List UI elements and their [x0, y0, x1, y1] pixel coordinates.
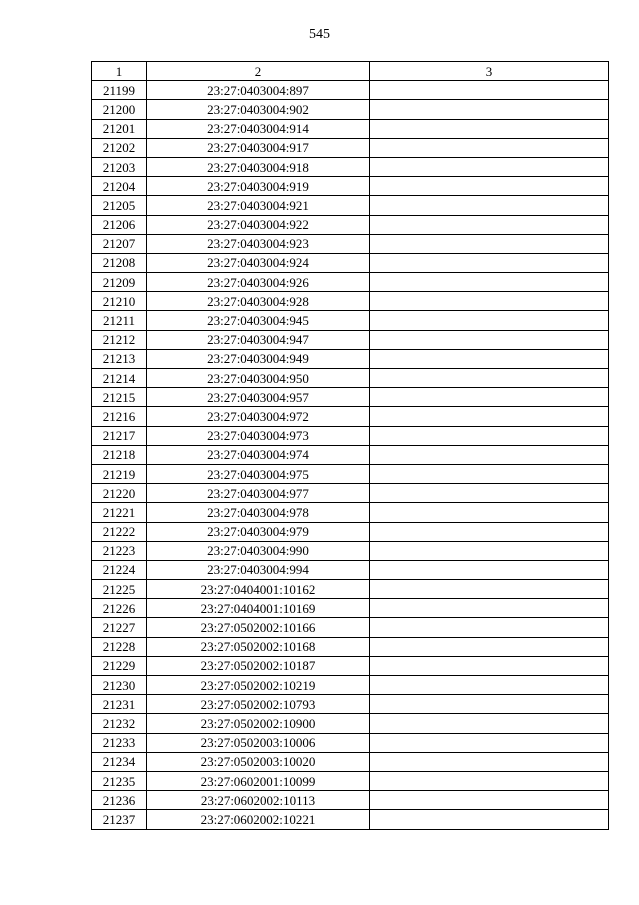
table-cell-col-3: [370, 618, 609, 637]
table-cell-col-1: 21228: [92, 637, 147, 656]
table-cell-col-2: 23:27:0602002:10221: [147, 810, 370, 829]
table-cell-col-1: 21207: [92, 234, 147, 253]
header-col-1: 1: [92, 62, 147, 81]
table-cell-col-2: 23:27:0403004:957: [147, 388, 370, 407]
header-col-3: 3: [370, 62, 609, 81]
table-cell-col-2: 23:27:0403004:918: [147, 157, 370, 176]
table-cell-col-1: 21232: [92, 714, 147, 733]
table-cell-col-1: 21219: [92, 464, 147, 483]
table-cell-col-1: 21203: [92, 157, 147, 176]
table-row: [92, 445, 609, 464]
table-cell-col-1: 21213: [92, 349, 147, 368]
table-row: [92, 733, 609, 752]
table-cell-col-1: 21224: [92, 560, 147, 579]
table-row: [92, 157, 609, 176]
table-cell-col-2: 23:27:0403004:917: [147, 138, 370, 157]
table-cell-col-2: 23:27:0404001:10169: [147, 599, 370, 618]
table-cell-col-2: 23:27:0403004:914: [147, 119, 370, 138]
table-cell-col-1: 21201: [92, 119, 147, 138]
table-row: [92, 177, 609, 196]
table-cell-col-2: 23:27:0403004:994: [147, 560, 370, 579]
table-cell-col-2: 23:27:0502002:10219: [147, 676, 370, 695]
table-cell-col-2: 23:27:0502003:10006: [147, 733, 370, 752]
table-row: [92, 426, 609, 445]
table-cell-col-1: 21227: [92, 618, 147, 637]
table-row: [92, 273, 609, 292]
table-body: [92, 81, 609, 829]
table-cell-col-2: 23:27:0403004:978: [147, 503, 370, 522]
table-cell-col-1: 21214: [92, 369, 147, 388]
table-cell-col-1: 21235: [92, 771, 147, 790]
table-cell-col-2: 23:27:0403004:979: [147, 522, 370, 541]
table-cell-col-3: [370, 771, 609, 790]
table-cell-col-1: 21237: [92, 810, 147, 829]
table-cell-col-1: 21200: [92, 100, 147, 119]
table-cell-col-1: 21234: [92, 752, 147, 771]
page-number: 545: [309, 27, 330, 42]
table-row: [92, 292, 609, 311]
table-row: [92, 560, 609, 579]
table-cell-col-3: [370, 196, 609, 215]
table-cell-col-3: [370, 215, 609, 234]
table-row: [92, 464, 609, 483]
table-cell-col-2: 23:27:0502003:10020: [147, 752, 370, 771]
table-cell-col-3: [370, 810, 609, 829]
table-row: [92, 484, 609, 503]
table-cell-col-2: 23:27:0403004:922: [147, 215, 370, 234]
table-cell-col-2: 23:27:0403004:975: [147, 464, 370, 483]
table-cell-col-1: 21199: [92, 81, 147, 100]
table-cell-col-3: [370, 157, 609, 176]
table-cell-col-1: 21220: [92, 484, 147, 503]
table-cell-col-3: [370, 369, 609, 388]
table-row: [92, 791, 609, 810]
table-cell-col-3: [370, 81, 609, 100]
table-row: [92, 618, 609, 637]
table-cell-col-3: [370, 426, 609, 445]
table-row: [92, 522, 609, 541]
table-row: [92, 330, 609, 349]
table-row: [92, 138, 609, 157]
table-cell-col-3: [370, 714, 609, 733]
table-row: [92, 695, 609, 714]
table-cell-col-3: [370, 560, 609, 579]
table-cell-col-1: 21202: [92, 138, 147, 157]
table-cell-col-3: [370, 503, 609, 522]
table-cell-col-2: 23:27:0403004:947: [147, 330, 370, 349]
table-row: [92, 215, 609, 234]
table-cell-col-3: [370, 695, 609, 714]
table-cell-col-3: [370, 388, 609, 407]
table-cell-col-2: 23:27:0403004:926: [147, 273, 370, 292]
table-cell-col-3: [370, 273, 609, 292]
table-cell-col-3: [370, 138, 609, 157]
table-row: [92, 81, 609, 100]
table-cell-col-2: 23:27:0403004:923: [147, 234, 370, 253]
header-row: [92, 62, 609, 81]
table-row: [92, 599, 609, 618]
table-cell-col-3: [370, 599, 609, 618]
table-row: [92, 388, 609, 407]
table-cell-col-3: [370, 407, 609, 426]
table-cell-col-2: 23:27:0502002:10166: [147, 618, 370, 637]
table-cell-col-1: 21225: [92, 580, 147, 599]
table-cell-col-3: [370, 177, 609, 196]
table-cell-col-1: 21209: [92, 273, 147, 292]
table-cell-col-1: 21230: [92, 676, 147, 695]
table-cell-col-1: 21233: [92, 733, 147, 752]
table-cell-col-1: 21236: [92, 791, 147, 810]
table-cell-col-2: 23:27:0403004:974: [147, 445, 370, 464]
table-row: [92, 503, 609, 522]
table-cell-col-1: 21217: [92, 426, 147, 445]
table-row: [92, 196, 609, 215]
table-row: [92, 714, 609, 733]
table-cell-col-1: 21206: [92, 215, 147, 234]
table-row: [92, 752, 609, 771]
table-cell-col-2: 23:27:0502002:10187: [147, 656, 370, 675]
table-cell-col-3: [370, 253, 609, 272]
table-row: [92, 580, 609, 599]
table-row: [92, 119, 609, 138]
table-row: [92, 810, 609, 829]
header-col-2: 2: [147, 62, 370, 81]
table-cell-col-2: 23:27:0403004:924: [147, 253, 370, 272]
table-cell-col-3: [370, 311, 609, 330]
table-cell-col-2: 23:27:0404001:10162: [147, 580, 370, 599]
table-row: [92, 676, 609, 695]
table-cell-col-1: 21215: [92, 388, 147, 407]
table-cell-col-2: 23:27:0403004:973: [147, 426, 370, 445]
table-cell-col-3: [370, 580, 609, 599]
table-row: [92, 407, 609, 426]
table-cell-col-2: 23:27:0403004:977: [147, 484, 370, 503]
data-table: [91, 61, 609, 830]
table-cell-col-3: [370, 292, 609, 311]
table-cell-col-1: 21221: [92, 503, 147, 522]
table-cell-col-3: [370, 330, 609, 349]
table-cell-col-3: [370, 445, 609, 464]
table-row: [92, 253, 609, 272]
table-cell-col-2: 23:27:0403004:949: [147, 349, 370, 368]
table-cell-col-3: [370, 637, 609, 656]
table-cell-col-1: 21210: [92, 292, 147, 311]
table-cell-col-3: [370, 541, 609, 560]
table-row: [92, 656, 609, 675]
table-cell-col-3: [370, 119, 609, 138]
table-cell-col-1: 21223: [92, 541, 147, 560]
table-cell-col-1: 21208: [92, 253, 147, 272]
table-cell-col-3: [370, 656, 609, 675]
table-cell-col-2: 23:27:0602002:10113: [147, 791, 370, 810]
table-header: [92, 62, 609, 81]
table-cell-col-3: [370, 733, 609, 752]
table-cell-col-1: 21229: [92, 656, 147, 675]
table-cell-col-2: 23:27:0403004:990: [147, 541, 370, 560]
table-cell-col-1: 21226: [92, 599, 147, 618]
table-cell-col-1: 21218: [92, 445, 147, 464]
table-row: [92, 637, 609, 656]
table-row: [92, 541, 609, 560]
table-cell-col-1: 21204: [92, 177, 147, 196]
table-cell-col-3: [370, 676, 609, 695]
table-row: [92, 369, 609, 388]
table-cell-col-2: 23:27:0403004:897: [147, 81, 370, 100]
table-row: [92, 349, 609, 368]
table-cell-col-3: [370, 234, 609, 253]
table-cell-col-2: 23:27:0403004:972: [147, 407, 370, 426]
table-cell-col-1: 21216: [92, 407, 147, 426]
table-cell-col-2: 23:27:0403004:928: [147, 292, 370, 311]
table-cell-col-3: [370, 484, 609, 503]
table-cell-col-3: [370, 522, 609, 541]
table-cell-col-2: 23:27:0403004:902: [147, 100, 370, 119]
table-cell-col-1: 21231: [92, 695, 147, 714]
table-cell-col-2: 23:27:0403004:950: [147, 369, 370, 388]
table-cell-col-3: [370, 752, 609, 771]
table-row: [92, 311, 609, 330]
table-cell-col-3: [370, 349, 609, 368]
table-cell-col-2: 23:27:0502002:10168: [147, 637, 370, 656]
table-cell-col-1: 21222: [92, 522, 147, 541]
table-cell-col-2: 23:27:0403004:945: [147, 311, 370, 330]
table-cell-col-3: [370, 100, 609, 119]
table-cell-col-3: [370, 464, 609, 483]
table-cell-col-2: 23:27:0502002:10793: [147, 695, 370, 714]
table-row: [92, 234, 609, 253]
table-row: [92, 771, 609, 790]
table-cell-col-1: 21211: [92, 311, 147, 330]
table-cell-col-3: [370, 791, 609, 810]
table-cell-col-1: 21205: [92, 196, 147, 215]
table-cell-col-2: 23:27:0403004:919: [147, 177, 370, 196]
table-cell-col-1: 21212: [92, 330, 147, 349]
table-cell-col-2: 23:27:0403004:921: [147, 196, 370, 215]
table-row: [92, 100, 609, 119]
table-cell-col-2: 23:27:0502002:10900: [147, 714, 370, 733]
table-cell-col-2: 23:27:0602001:10099: [147, 771, 370, 790]
